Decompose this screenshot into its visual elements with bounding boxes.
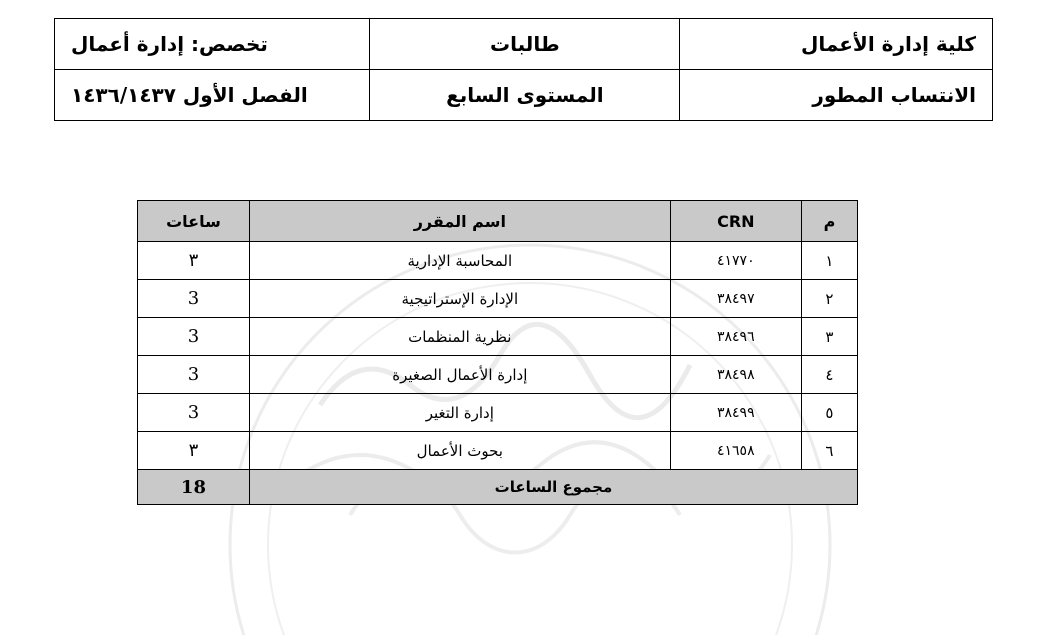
college-name: كلية إدارة الأعمال: [680, 19, 993, 70]
table-row: [138, 356, 858, 394]
course-crn: ٣٨٤٩٦: [670, 318, 801, 356]
course-name: المحاسبة الإدارية: [249, 242, 670, 280]
courses-table: [137, 200, 858, 505]
column-header-crn: CRN: [670, 201, 801, 242]
table-row: [138, 394, 858, 432]
course-hours: 3: [138, 318, 250, 356]
course-name: إدارة التغير: [249, 394, 670, 432]
course-hours: 3: [138, 394, 250, 432]
course-crn: ٤١٧٧٠: [670, 242, 801, 280]
course-hours: ٣: [138, 242, 250, 280]
level: المستوى السابع: [370, 70, 680, 121]
total-row: [138, 470, 858, 505]
header-table: [54, 18, 993, 121]
course-no: ٣: [801, 318, 857, 356]
course-crn: ٣٨٤٩٩: [670, 394, 801, 432]
course-hours: 3: [138, 356, 250, 394]
column-header-course-name: اسم المقرر: [249, 201, 670, 242]
course-crn: ٣٨٤٩٨: [670, 356, 801, 394]
student-gender: طالبات: [370, 19, 680, 70]
courses-header-row: [138, 201, 858, 242]
course-no: ٢: [801, 280, 857, 318]
course-no: ٥: [801, 394, 857, 432]
course-name: نظرية المنظمات: [249, 318, 670, 356]
course-crn: ٤١٦٥٨: [670, 432, 801, 470]
term: الفصل الأول ١٤٣٦/١٤٣٧: [55, 70, 370, 121]
course-no: ١: [801, 242, 857, 280]
table-row: [138, 242, 858, 280]
total-label: مجموع الساعات: [249, 470, 857, 505]
course-no: ٦: [801, 432, 857, 470]
course-name: بحوث الأعمال: [249, 432, 670, 470]
course-hours: ٣: [138, 432, 250, 470]
course-name: إدارة الأعمال الصغيرة: [249, 356, 670, 394]
header-row-1: [55, 19, 993, 70]
table-row: [138, 318, 858, 356]
course-crn: ٣٨٤٩٧: [670, 280, 801, 318]
major: تخصص: إدارة أعمال: [55, 19, 370, 70]
table-row: [138, 432, 858, 470]
total-hours: 18: [138, 470, 250, 505]
table-row: [138, 280, 858, 318]
course-name: الإدارة الإستراتيجية: [249, 280, 670, 318]
column-header-hours: ساعات: [138, 201, 250, 242]
course-no: ٤: [801, 356, 857, 394]
program: الانتساب المطور: [680, 70, 993, 121]
course-hours: 3: [138, 280, 250, 318]
column-header-no: م: [801, 201, 857, 242]
header-row-2: [55, 70, 993, 121]
